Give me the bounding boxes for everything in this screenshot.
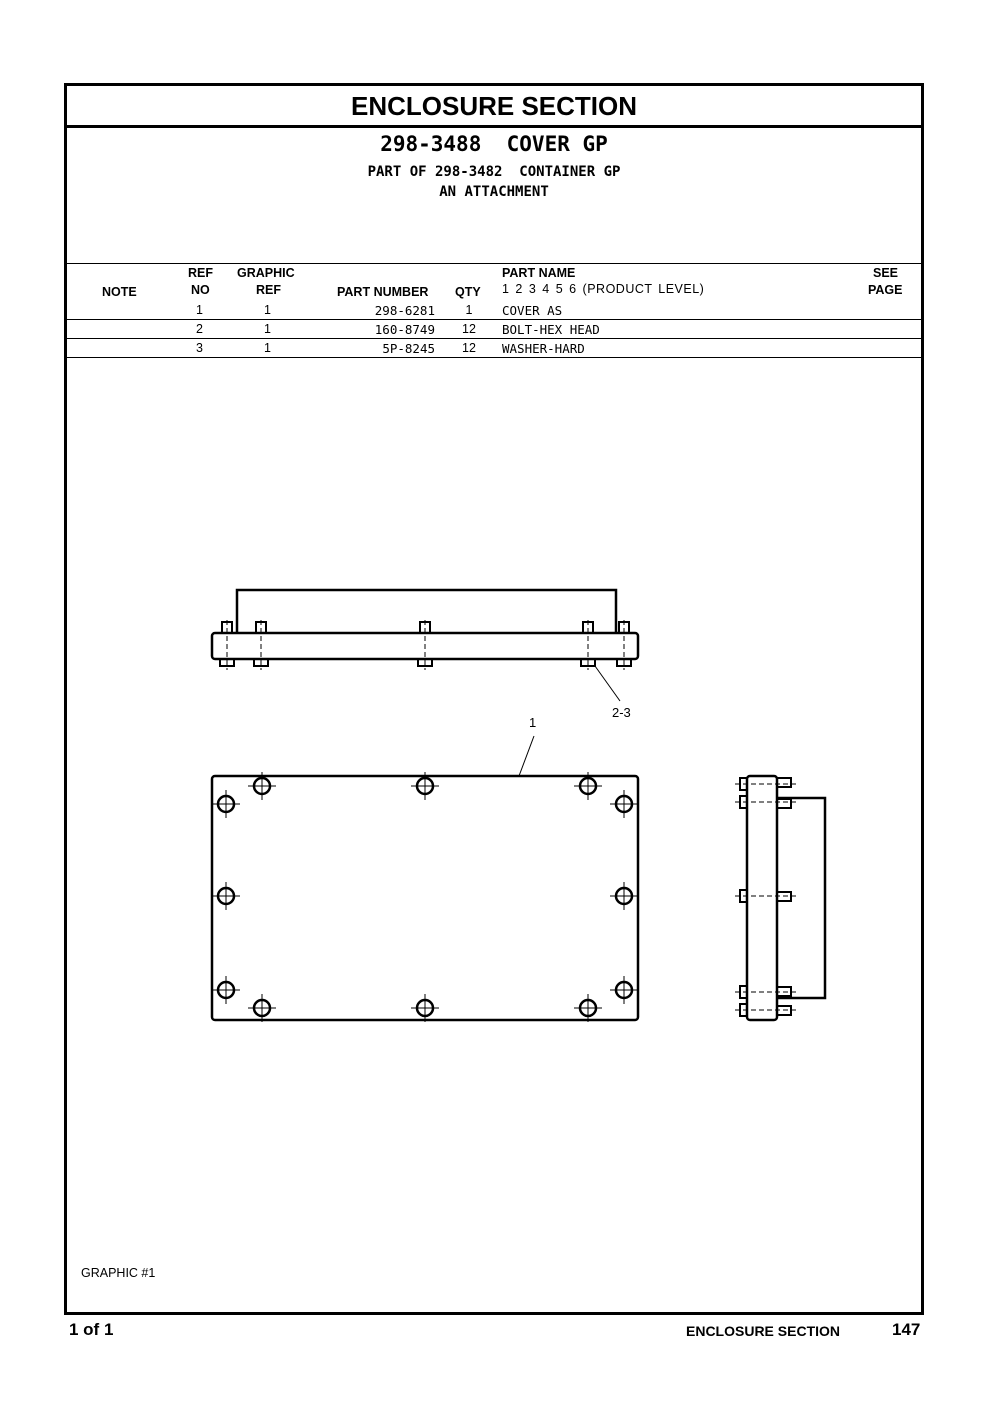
row-qty: 12: [462, 341, 476, 355]
row-part-name: COVER AS: [502, 303, 563, 318]
callout-1: 1: [529, 715, 537, 730]
row-rule: [67, 319, 921, 320]
header-see-page-2: PAGE: [868, 283, 903, 297]
row-part-number: 298-6281: [374, 303, 435, 318]
row-rule: [67, 357, 921, 358]
exploded-view-drawing: [67, 576, 921, 1276]
row-part-number: 5P-8245: [382, 341, 435, 356]
group-title: 298-3488 COVER GP: [380, 132, 608, 156]
graphic-label: GRAPHIC #1: [81, 1266, 156, 1280]
page-count: 1 of 1: [69, 1320, 114, 1339]
row-graphic-ref: 1: [264, 303, 271, 317]
part-of-text: PART OF 298-3482 CONTAINER GP: [367, 164, 621, 180]
section-title: ENCLOSURE SECTION: [67, 86, 921, 128]
header-ref-no-1: REF: [188, 266, 213, 280]
row-graphic-ref: 1: [264, 341, 271, 355]
header-graphic-ref-1: GRAPHIC: [237, 266, 295, 280]
page-frame: [64, 83, 924, 1315]
header-part-name-1: PART NAME: [502, 266, 576, 280]
table-top-rule: [67, 263, 921, 264]
row-ref-no: 2: [196, 322, 203, 336]
row-ref-no: 3: [196, 341, 203, 355]
header-graphic-ref-2: REF: [256, 283, 281, 297]
header-note: NOTE: [102, 285, 137, 299]
row-qty: 12: [462, 322, 476, 336]
row-qty: 1: [465, 303, 473, 317]
row-ref-no: 1: [196, 303, 203, 317]
header-ref-no-2: NO: [191, 283, 210, 297]
header-part-name-2: 1 2 3 4 5 6 (PRODUCT LEVEL): [502, 282, 705, 296]
subtitle-text: AN ATTACHMENT: [439, 184, 549, 200]
header-qty: QTY: [455, 285, 481, 299]
row-part-name: WASHER-HARD: [502, 341, 585, 356]
page-number: 147: [892, 1320, 921, 1339]
header-see-page-1: SEE: [873, 266, 899, 280]
row-rule: [67, 338, 921, 339]
footer-section: ENCLOSURE SECTION: [686, 1323, 841, 1339]
row-part-name: BOLT-HEX HEAD: [502, 322, 600, 337]
header-part-number: PART NUMBER: [337, 285, 429, 299]
callout-2-3: 2-3: [612, 705, 631, 720]
row-part-number: 160-8749: [374, 322, 435, 337]
row-graphic-ref: 1: [264, 322, 271, 336]
